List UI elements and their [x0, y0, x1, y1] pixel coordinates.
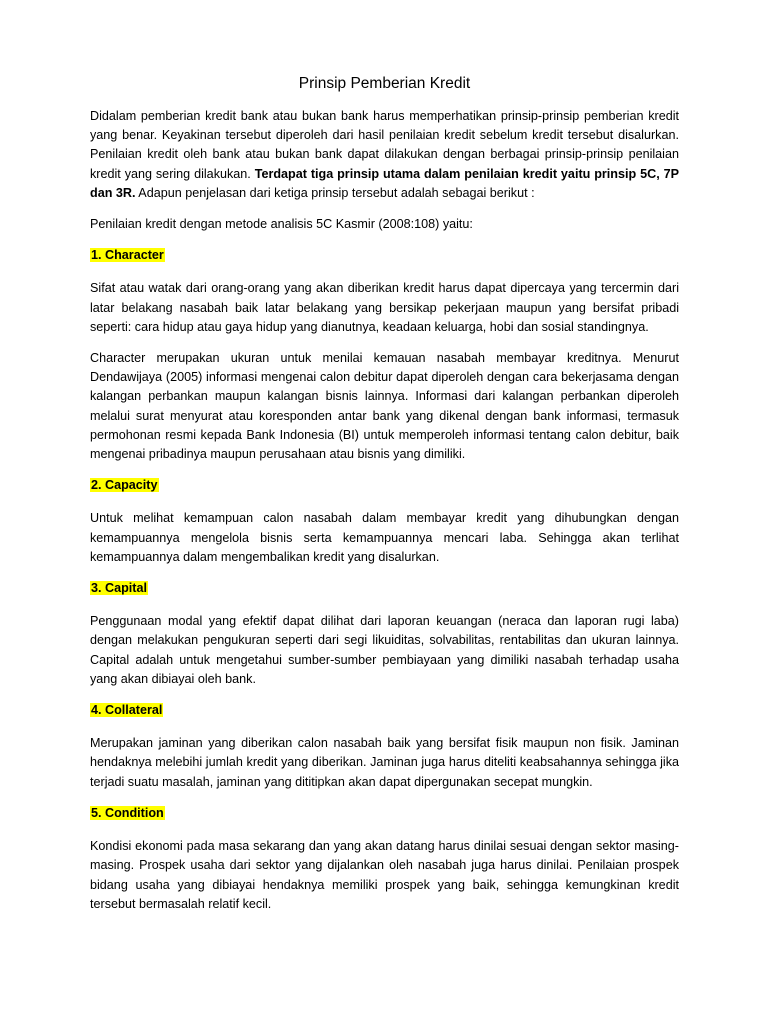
document-title: Prinsip Pemberian Kredit [298, 75, 471, 92]
section-paragraph: Kondisi ekonomi pada masa sekarang dan yang akan datang harus dinilai sesuai dengan sektor masing-masing. Prospek usaha dari sektor yang dijalankan oleh nasabah juga harus dinilai. Penilaian prospek bidang usaha yang dibiayai hendaknya memiliki prospek yang baik, sehingga kemungkinan kredit tersebut bermasalah relatif kecil. [90, 839, 679, 911]
section-paragraph: Penggunaan modal yang efektif dapat dilihat dari laporan keuangan (neraca dan laporan rugi laba) dengan melakukan pengukuran seperti dari segi likuiditas, solvabilitas, rentabilitas dan ukuran lainnya. Capital adalah untuk mengetahui sumber-sumber pembiayaan yang dimiliki nasabah terhadap usaha yang akan dibiayai oleh bank. [90, 614, 679, 686]
section-paragraph: Character merupakan ukuran untuk menilai kemauan nasabah membayar kreditnya. Menurut Dendawijaya (2005) informasi mengenai calon debitur dapat diperoleh dengan cara bekerjasama dengan kalangan perbankan maupun kalangan bisnis lainnya. Informasi dari kalangan perbankan diperoleh melalui surat menyurat atau koresponden antar bank yang dikenal dengan bank informasi, termasuk permohonan resmi kepada Bank Indonesia (BI) untuk memperoleh informasi tentang calon debitur, baik mengenai pribadinya maupun perusahaan atau bisnis yang dimiliki. [90, 351, 679, 462]
intro-bold-text: Terdapat tiga prinsip utama dalam penilaian kredit yaitu prinsip 5C, 7P dan 3R. [90, 166, 679, 200]
section-heading-label: 1. Character [91, 248, 164, 263]
document-page [90, 74, 679, 926]
section-paragraph: Untuk melihat kemampuan calon nasabah dalam membayar kredit yang dihubungkan dengan kemampuannya mengelola bisnis serta kemampuannya mencari laba. Sehingga akan terlihat kemampuannya dalam mengembalikan kredit yang disalurkan. [90, 511, 679, 564]
section-heading-collateral [90, 701, 679, 720]
section-heading-label: 4. Collateral [91, 703, 163, 718]
intro-text-part1: Didalam pemberian kredit bank atau bukan bank harus memperhatikan prinsip-prinsip pemberian kredit yang benar. Keyakinan tersebut diperoleh dari hasil penilaian kredit sebelum kredit tersebut disalurkan. Penilaian kredit oleh bank atau bukan bank dapat dilakukan dengan berbagai prinsip-prinsip penilaian kredit yang sering dilakukan. [90, 109, 679, 181]
section-paragraph: Sifat atau watak dari orang-orang yang akan diberikan kredit harus dapat dipercaya yang tercermin dari latar belakang nasabah baik latar belakang yang bersikap pekerjaan maupun yang bersifat pribadi seperti: cara hidup atau gaya hidup yang dianutnya, keadaan keluarga, hobi dan sosial standingnya. [90, 281, 679, 334]
section-heading-character [90, 246, 679, 265]
section-heading-label: 2. Capacity [91, 478, 158, 493]
section-heading-label: 5. Condition [91, 805, 164, 820]
section-heading-label: 3. Capital [91, 581, 147, 596]
method-line: Penilaian kredit dengan metode analisis 5C Kasmir (2008:108) yaitu: [90, 217, 473, 232]
section-heading-condition [90, 804, 679, 823]
intro-text-part2: Adapun penjelasan dari ketiga prinsip tersebut adalah sebagai berikut : [135, 185, 535, 200]
intro-paragraph [90, 107, 679, 203]
section-heading-capital [90, 579, 679, 598]
section-paragraph: Merupakan jaminan yang diberikan calon nasabah baik yang bersifat fisik maupun non fisik. Jaminan hendaknya melebihi jumlah kredit yang diberikan. Jaminan juga harus diteliti keabsahannya sehingga jika terjadi suatu masalah, jaminan yang dititipkan akan dapat dipergunakan secepat mungkin. [90, 736, 679, 789]
section-heading-capacity [90, 476, 679, 495]
